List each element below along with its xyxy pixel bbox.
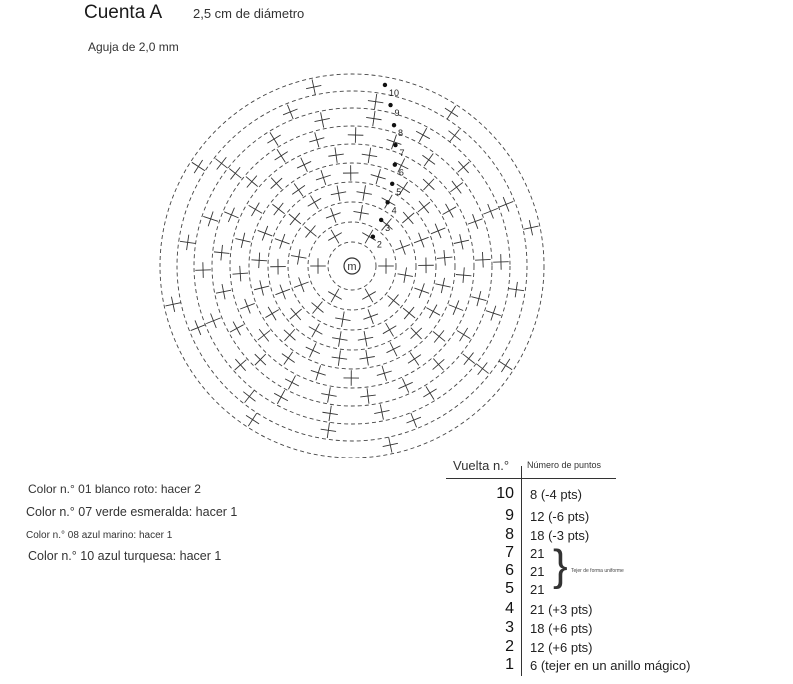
- stitch-x: [195, 262, 211, 278]
- stitch-x: [315, 112, 330, 127]
- brace-note: Tejer de forma uniforme: [571, 568, 624, 574]
- stitch-x: [271, 178, 282, 189]
- stitch-x: [332, 331, 347, 346]
- stitch-x: [290, 308, 302, 320]
- stitch-x: [224, 208, 238, 222]
- stitch-x: [255, 354, 266, 365]
- stitch-x: [254, 280, 269, 295]
- stitch-x: [343, 165, 359, 181]
- table-column-divider: [521, 466, 522, 676]
- stitch-count: 8 (-4 pts): [530, 487, 583, 502]
- stitch-x: [418, 258, 434, 274]
- stitch-x: [282, 352, 295, 365]
- color-line-10: Color n.° 10 azul turquesa: hacer 1: [28, 549, 222, 563]
- color-line-08: Color n.° 08 azul marino: hacer 1: [26, 530, 173, 541]
- stitch-x: [214, 245, 229, 260]
- stitch-x: [235, 359, 247, 371]
- stitch-x: [414, 233, 429, 248]
- stitch-x: [348, 127, 364, 143]
- stitch-x: [265, 307, 278, 320]
- stitch-count: 18 (+6 pts): [530, 621, 593, 636]
- stitch-x: [326, 208, 341, 223]
- stitch-x: [362, 289, 375, 302]
- stitch-x: [243, 390, 255, 402]
- stitch-x: [306, 79, 321, 94]
- round-number: 5: [505, 580, 514, 597]
- stitch-x: [395, 240, 410, 255]
- stitch-x: [240, 299, 255, 314]
- stitch-x: [414, 283, 429, 298]
- stitch-x: [331, 186, 346, 201]
- stitch-x: [328, 289, 341, 302]
- stitch-x: [426, 305, 440, 319]
- stitch-x: [431, 224, 445, 238]
- stitch-x: [216, 284, 231, 299]
- stitch-x: [357, 185, 372, 200]
- stitch-x: [246, 176, 258, 188]
- stitch-x: [322, 406, 337, 421]
- stitch-x: [403, 307, 415, 319]
- round-number-label: 5: [396, 186, 402, 197]
- stitch-x: [422, 154, 435, 167]
- stitch-x: [316, 170, 331, 185]
- round-start-dot: [379, 218, 383, 222]
- stitch-x: [449, 129, 461, 141]
- stitch-x: [437, 250, 452, 265]
- stitch-x: [321, 387, 336, 402]
- stitch-x: [362, 148, 377, 163]
- round-number-label: 3: [385, 222, 391, 233]
- round-markers: [371, 83, 405, 250]
- stitch-x: [274, 390, 288, 404]
- stitch-x: [284, 329, 296, 341]
- stitch-x: [433, 330, 445, 342]
- stitch-x: [291, 249, 306, 264]
- stitch-x: [377, 366, 392, 381]
- stitch-x: [206, 314, 220, 328]
- stitch-x: [165, 297, 180, 312]
- round-number: 2: [505, 638, 514, 655]
- stitch-x: [402, 212, 414, 224]
- stitch-count: 12 (+6 pts): [530, 640, 593, 655]
- stitch-x: [371, 169, 386, 184]
- table-header-points: Número de puntos: [527, 460, 602, 470]
- stitch-x: [463, 353, 475, 365]
- stitch-x: [294, 277, 309, 292]
- stitch-x: [499, 197, 513, 211]
- stitch-x: [311, 365, 326, 380]
- stitch-x: [283, 105, 297, 119]
- round-number: 3: [505, 619, 514, 636]
- stitch-x: [360, 388, 375, 403]
- round-number: 10: [496, 485, 514, 502]
- stitch-x: [285, 376, 299, 390]
- stitch-x: [321, 423, 336, 438]
- stitch-x: [328, 230, 341, 243]
- stitch-x: [270, 259, 286, 275]
- stitch-x: [449, 300, 463, 314]
- round-number-label: 7: [399, 148, 405, 159]
- crochet-chart: [150, 68, 560, 458]
- stitch-x: [297, 158, 311, 172]
- stitch-x: [483, 204, 497, 218]
- round-number-label: 2: [376, 239, 382, 250]
- stitch-x: [353, 205, 368, 220]
- stitch-x: [258, 329, 270, 341]
- round-number: 6: [505, 562, 514, 579]
- round-start-dot: [393, 143, 397, 147]
- stitch-x: [275, 234, 290, 249]
- stitch-x: [359, 350, 374, 365]
- round-number-label: 10: [388, 87, 399, 98]
- stitch-x: [267, 132, 280, 145]
- round-start-dot: [383, 83, 387, 87]
- stitch-count: 18 (-3 pts): [530, 528, 590, 543]
- pattern-title: Cuenta A: [84, 2, 163, 23]
- round-start-dot: [393, 162, 397, 166]
- stitch-x: [358, 331, 373, 346]
- stitch-x: [366, 111, 381, 126]
- stitch-x: [398, 267, 413, 282]
- uniform-brace: }: [553, 541, 568, 590]
- stitch-x: [180, 235, 195, 250]
- stitch-x: [458, 161, 470, 173]
- stitch-count: 6 (tejer en un anillo mágico): [530, 658, 691, 673]
- stitch-x: [328, 147, 343, 162]
- stitch-x: [433, 359, 445, 371]
- stitch-count: 12 (-6 pts): [530, 509, 590, 524]
- stitch-x: [363, 309, 378, 324]
- stitch-x: [374, 404, 389, 419]
- round-start-dot: [390, 182, 394, 186]
- stitch-x: [387, 342, 401, 356]
- stitch-x: [423, 386, 436, 399]
- stitch-x: [272, 203, 284, 215]
- stitch-x: [454, 234, 469, 249]
- table-header-divider: [446, 478, 616, 479]
- stitch-x: [292, 184, 305, 197]
- stitch-x: [246, 413, 259, 426]
- stitch-x: [418, 201, 430, 213]
- stitch-x: [523, 220, 538, 235]
- round-number: 7: [505, 544, 514, 561]
- stitch-x: [304, 225, 316, 237]
- stitch-x: [486, 306, 501, 321]
- stitch-x: [310, 258, 326, 274]
- needle-size-label: Aguja de 2,0 mm: [88, 40, 179, 54]
- stitch-count: 21: [530, 582, 545, 597]
- stitch-x: [251, 253, 267, 269]
- round-start-dot: [388, 103, 392, 107]
- stitch-x: [309, 324, 323, 338]
- stitch-x: [308, 196, 321, 209]
- color-line-07: Color n.° 07 verde esmeralda: hacer 1: [26, 505, 238, 519]
- stitch-x: [499, 359, 512, 372]
- stitch-x: [311, 302, 323, 314]
- stitch-x: [509, 282, 524, 297]
- stitch-x: [493, 254, 509, 270]
- color-line-01: Color n.° 01 blanco roto: hacer 2: [28, 482, 201, 496]
- stitch-x: [235, 233, 250, 248]
- round-number-label: 8: [398, 128, 404, 139]
- stitch-x: [378, 258, 394, 274]
- stitch-x: [443, 204, 457, 218]
- stitch-x: [230, 322, 244, 336]
- stitch-x: [457, 328, 470, 341]
- stitch-x: [416, 128, 430, 142]
- stitch-x: [408, 353, 421, 366]
- round-start-dot: [371, 235, 375, 239]
- stitch-x: [399, 378, 413, 392]
- stitch-x: [368, 94, 383, 109]
- stitch-count: 21: [530, 546, 545, 561]
- center-marker-label: m: [347, 261, 357, 273]
- round-number-label: 9: [394, 108, 400, 119]
- stitch-x: [388, 295, 400, 307]
- stitch-x: [476, 363, 488, 375]
- stitch-x: [411, 328, 422, 339]
- stitch-x: [435, 278, 450, 293]
- stitch-x: [332, 350, 347, 365]
- round-number: 1: [505, 656, 514, 673]
- stitch-x: [475, 252, 491, 268]
- round-number-label: 4: [391, 205, 397, 216]
- stitch-x: [229, 167, 241, 179]
- stitch-x: [450, 181, 462, 193]
- stitch-x: [215, 157, 227, 169]
- stitch-x: [289, 213, 301, 225]
- stitch-x: [468, 214, 483, 229]
- diameter-label: 2,5 cm de diámetro: [193, 6, 305, 21]
- stitch-x: [335, 312, 350, 327]
- stitch-x: [383, 437, 398, 452]
- stitch-x: [456, 267, 472, 283]
- round-number: 9: [505, 507, 514, 524]
- round-start-dot: [385, 200, 389, 204]
- stitch-x: [275, 285, 290, 300]
- stitch-x: [383, 323, 396, 336]
- stitch-x: [471, 291, 486, 306]
- round-number-label: 6: [398, 167, 404, 178]
- stitch-x: [232, 266, 248, 282]
- stitch-count: 21: [530, 564, 545, 579]
- stitch-x: [258, 226, 273, 241]
- stitch-count: 21 (+3 pts): [530, 602, 593, 617]
- table-header-round: Vuelta n.°: [453, 458, 510, 473]
- stitch-x: [309, 132, 324, 147]
- round-start-dot: [392, 123, 396, 127]
- stitch-x: [203, 211, 218, 226]
- stitch-x: [306, 343, 320, 357]
- stitch-x: [275, 149, 288, 162]
- stitch-x: [406, 413, 420, 427]
- stitch-x: [191, 320, 205, 334]
- round-number: 4: [505, 600, 514, 617]
- stitch-x: [192, 160, 205, 173]
- stitch-x: [423, 179, 434, 190]
- stitch-x: [445, 106, 458, 119]
- stitch-x: [343, 370, 359, 386]
- round-number: 8: [505, 526, 514, 543]
- stitch-x: [249, 203, 262, 216]
